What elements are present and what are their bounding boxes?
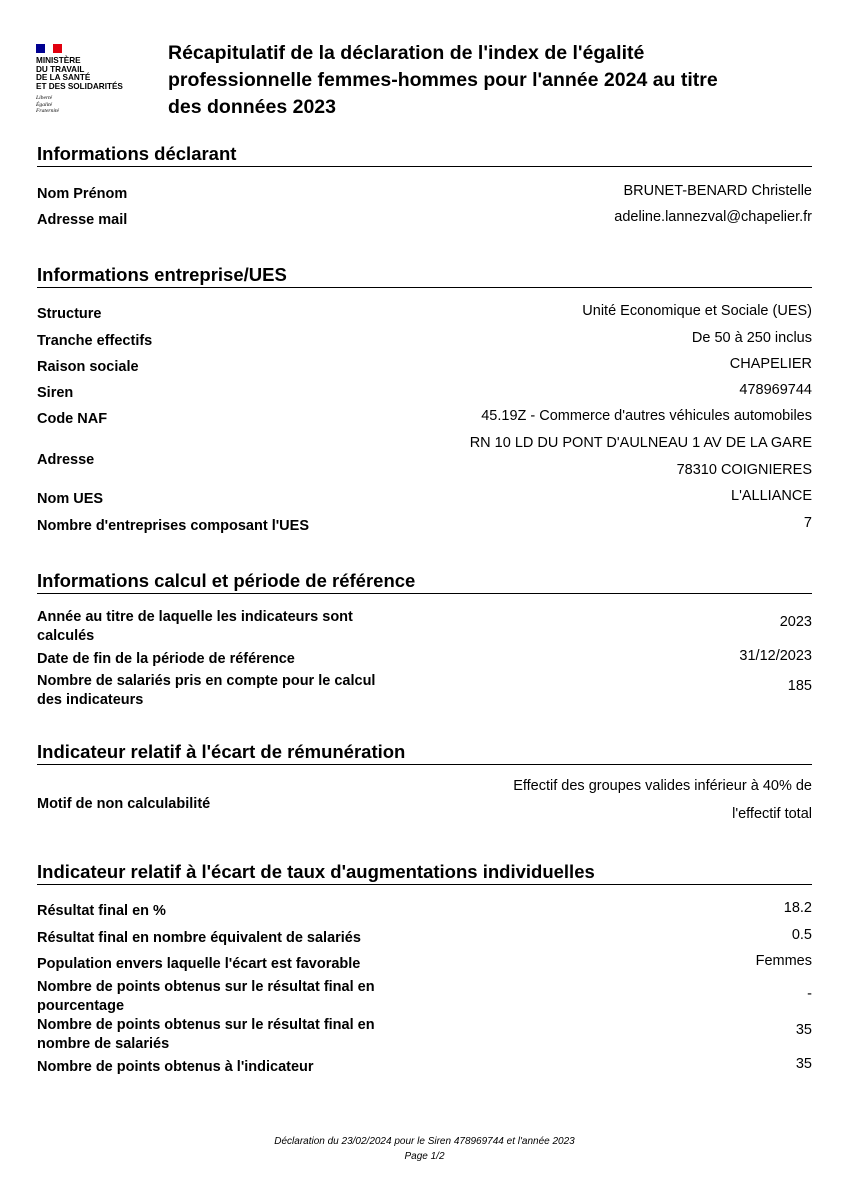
section-header: Indicateur relatif à l'écart de taux d'augmentations individuelles [37, 861, 812, 885]
email-value: adeline.lannezval@chapelier.fr [614, 209, 812, 225]
declarant-section [37, 143, 812, 228]
augmentations-section [37, 861, 812, 1075]
french-flag-icon [36, 44, 62, 53]
naf-label: Code NAF [37, 411, 108, 427]
points-nb-value: 35 [795, 1022, 812, 1038]
adresse-line-1: RN 10 LD DU PONT D'AULNEAU 1 AV DE LA GARE [469, 435, 812, 451]
motif-value-line-1: Effectif des groupes valides inférieur à 40% de [513, 778, 812, 794]
raison-value: CHAPELIER [729, 356, 812, 372]
adresse-line-2: 78310 COIGNIERES [676, 462, 812, 478]
nb-entreprises-value: 7 [803, 515, 812, 531]
ministry-name: MINISTÈRE DU TRAVAIL DE LA SANTÉ ET DES SOLIDARITÉS [36, 56, 123, 91]
points-indicateur-label: Nombre de points obtenus à l'indicateur [37, 1059, 314, 1075]
resultat-pct-label: Résultat final en % [37, 903, 166, 919]
tranche-value: De 50 à 250 inclus [691, 330, 812, 346]
structure-label: Structure [37, 306, 102, 322]
naf-value: 45.19Z - Commerce d'autres véhicules automobiles [481, 408, 812, 424]
points-nb-label: Nombre de points obtenus sur le résultat final en nombre de salariés [37, 1017, 375, 1052]
republic-motto: Liberté Égalité Fraternité [36, 95, 59, 115]
salaries-value: 185 [787, 678, 812, 694]
siren-value: 478969744 [739, 382, 812, 398]
siren-label: Siren [37, 385, 74, 401]
points-indicateur-value: 35 [795, 1056, 812, 1072]
salaries-label: Nombre de salariés pris en compte pour le calcul des indicateurs [37, 673, 376, 708]
tranche-label: Tranche effectifs [37, 333, 153, 349]
nb-entreprises-label: Nombre d'entreprises composant l'UES [37, 518, 309, 534]
adresse-label: Adresse [37, 452, 95, 468]
population-value: Femmes [755, 953, 812, 969]
annee-value: 2023 [779, 614, 812, 630]
structure-value: Unité Economique et Sociale (UES) [582, 303, 812, 319]
population-label: Population envers laquelle l'écart est favorable [37, 956, 361, 972]
section-header: Informations calcul et période de référence [37, 570, 812, 594]
page-footer [0, 1134, 849, 1164]
resultat-eq-value: 0.5 [791, 927, 812, 943]
page-number: Page 1/2 [404, 1151, 445, 1162]
ues-label: Nom UES [37, 491, 104, 507]
ues-value: L'ALLIANCE [731, 488, 812, 504]
motif-value-line-2: l'effectif total [732, 806, 812, 822]
resultat-eq-label: Résultat final en nombre équivalent de salariés [37, 930, 361, 946]
annee-label: Année au titre de laquelle les indicateurs sont calculés [37, 609, 353, 644]
points-pct-value: - [807, 986, 812, 1002]
resultat-pct-value: 18.2 [783, 900, 812, 916]
date-fin-value: 31/12/2023 [739, 648, 812, 664]
name-label: Nom Prénom [37, 186, 128, 202]
section-header: Indicateur relatif à l'écart de rémunération [37, 741, 812, 765]
ministry-logo [36, 44, 146, 115]
entreprise-section [37, 264, 812, 534]
section-header: Informations déclarant [37, 143, 812, 167]
calcul-section [37, 570, 812, 708]
raison-label: Raison sociale [37, 359, 139, 375]
declaration-note: Déclaration du 23/02/2024 pour le Siren 478969744 et l'année 2023 [274, 1136, 575, 1147]
document-title: Récapitulatif de la déclaration de l'index de l'égalité professionnelle femmes-hommes pour l'année 2024 au titre des données 2023 [168, 42, 718, 118]
date-fin-label: Date de fin de la période de référence [37, 651, 295, 667]
remuneration-section [37, 741, 812, 822]
name-value: BRUNET-BENARD Christelle [623, 183, 812, 199]
email-label: Adresse mail [37, 212, 128, 228]
section-header: Informations entreprise/UES [37, 264, 812, 288]
motif-label: Motif de non calculabilité [37, 796, 211, 812]
points-pct-label: Nombre de points obtenus sur le résultat final en pourcentage [37, 979, 375, 1014]
